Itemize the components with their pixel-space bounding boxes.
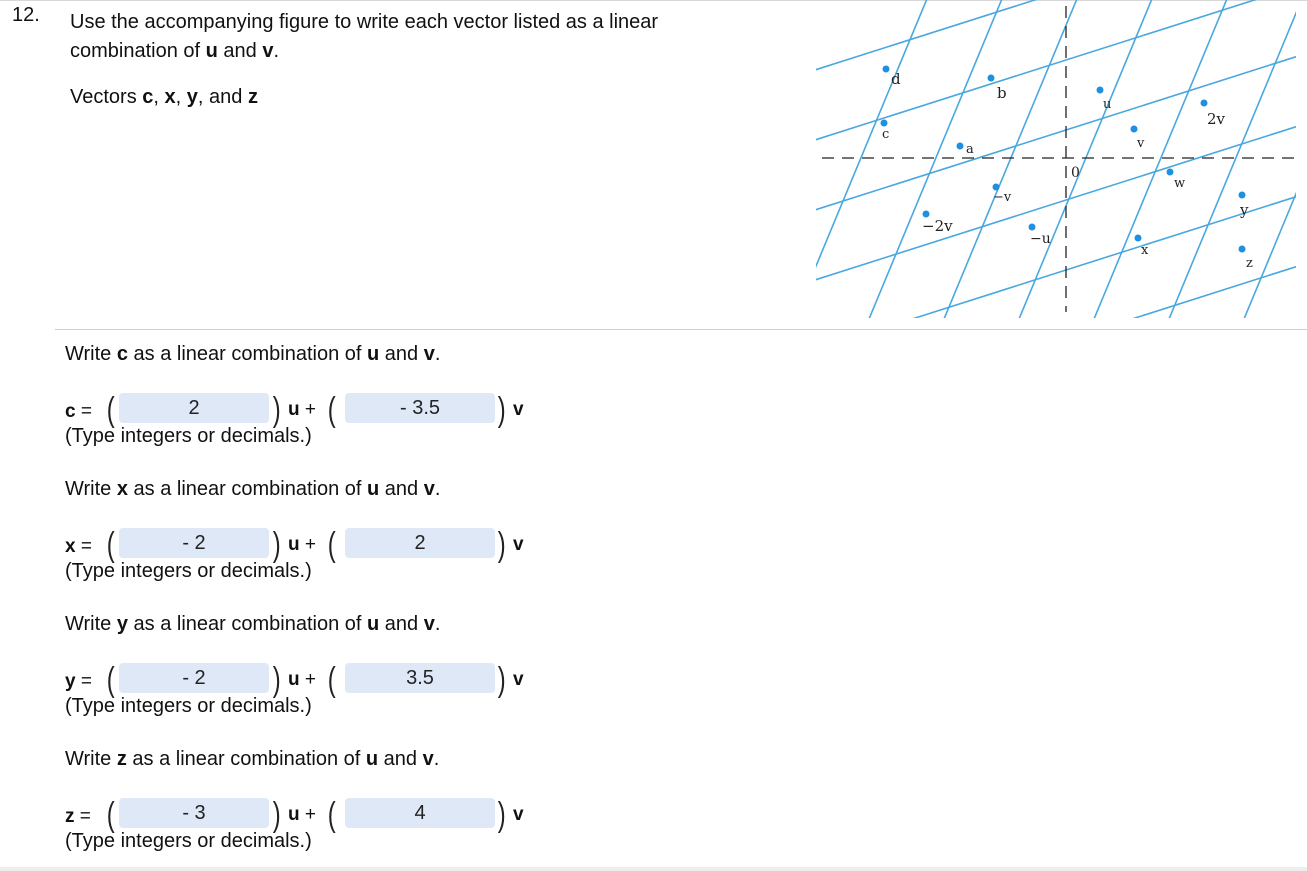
vectors-sep: , bbox=[153, 86, 165, 108]
equation-label bbox=[65, 671, 92, 693]
v-coefficient-input[interactable] bbox=[345, 798, 495, 828]
u-coefficient-input[interactable] bbox=[119, 528, 269, 558]
part-instruction bbox=[65, 748, 439, 771]
u-coefficient-input[interactable] bbox=[119, 798, 269, 828]
instr-text: Write bbox=[65, 748, 117, 770]
right-paren: ) bbox=[272, 391, 281, 429]
instr-text: . bbox=[434, 343, 441, 365]
vectors-prefix: Vectors bbox=[70, 86, 143, 108]
grid-lines bbox=[816, 0, 1296, 318]
grid-line-u bbox=[996, 0, 1246, 318]
point-a-dot bbox=[957, 143, 964, 150]
label-y: y bbox=[1240, 201, 1249, 219]
prompt-period: . bbox=[273, 40, 280, 62]
grid-line-v bbox=[816, 0, 1296, 76]
u-plus bbox=[288, 399, 316, 421]
type-hint: (Type integers or decimals.) bbox=[65, 695, 312, 717]
equation-row bbox=[65, 393, 585, 429]
grid-line-u bbox=[816, 0, 946, 318]
instr-v: v bbox=[423, 478, 435, 500]
vectors-x: x bbox=[164, 86, 176, 108]
vectors-z: z bbox=[247, 86, 258, 108]
instr-text: . bbox=[434, 613, 441, 635]
instr-text: and bbox=[379, 343, 424, 365]
point-x-dot bbox=[1135, 235, 1142, 242]
instr-text: Write bbox=[65, 343, 117, 365]
instr-u: u bbox=[367, 478, 380, 500]
point-neg-u-dot bbox=[1029, 224, 1036, 231]
label-b: b bbox=[997, 84, 1007, 102]
u-plus bbox=[288, 804, 316, 826]
eq-sign: = bbox=[74, 806, 91, 827]
right-paren: ) bbox=[497, 391, 506, 429]
part-c bbox=[65, 343, 765, 453]
label-c: c bbox=[882, 127, 890, 142]
instr-vector: x bbox=[116, 478, 128, 500]
instr-text: Write bbox=[65, 478, 117, 500]
equation-label bbox=[65, 401, 92, 423]
u-coefficient-input[interactable] bbox=[119, 393, 269, 423]
left-paren: ( bbox=[327, 796, 336, 834]
right-paren: ) bbox=[497, 661, 506, 699]
v-coefficient-input[interactable] bbox=[345, 393, 495, 423]
instr-u: u bbox=[367, 343, 380, 365]
plus-sign: + bbox=[299, 534, 316, 555]
left-paren: ( bbox=[327, 391, 336, 429]
instr-vector: y bbox=[116, 613, 128, 635]
point-z-dot bbox=[1239, 246, 1246, 253]
plus-sign: + bbox=[299, 399, 316, 420]
instr-text: as a linear combination of bbox=[127, 343, 368, 365]
vectors-c: c bbox=[142, 86, 154, 108]
equation-row bbox=[65, 528, 585, 564]
instr-v: v bbox=[422, 748, 434, 770]
instr-text: . bbox=[433, 748, 440, 770]
vector-grid-figure bbox=[816, 0, 1296, 318]
label-a: a bbox=[966, 142, 974, 157]
left-paren: ( bbox=[106, 661, 115, 699]
right-paren: ) bbox=[272, 661, 281, 699]
eq-vector: x bbox=[65, 536, 76, 557]
v-coefficient-input[interactable] bbox=[345, 663, 495, 693]
eq-vector: c bbox=[65, 401, 76, 422]
u-symbol: u bbox=[288, 534, 300, 555]
left-paren: ( bbox=[106, 796, 115, 834]
v-symbol: v bbox=[513, 669, 524, 690]
instr-text: and bbox=[378, 748, 423, 770]
instr-u: u bbox=[365, 748, 379, 770]
point-c-dot bbox=[881, 120, 888, 127]
instr-v: v bbox=[423, 613, 435, 635]
point-u-dot bbox=[1097, 87, 1104, 94]
bottom-scroll-track bbox=[0, 867, 1307, 871]
part-instruction bbox=[65, 478, 440, 501]
instr-text: and bbox=[379, 613, 424, 635]
left-paren: ( bbox=[327, 526, 336, 564]
u-symbol: u bbox=[288, 399, 300, 420]
label-w: w bbox=[1174, 176, 1186, 191]
vectors-list bbox=[70, 86, 258, 109]
plus-sign: + bbox=[299, 669, 316, 690]
part-z bbox=[65, 748, 765, 858]
label-d: d bbox=[891, 70, 901, 88]
part-x bbox=[65, 478, 765, 588]
grid-line-u bbox=[921, 0, 1171, 318]
prompt-v: v bbox=[262, 40, 274, 62]
equation-row bbox=[65, 663, 585, 699]
instr-text: as a linear combination of bbox=[126, 748, 366, 770]
label-neg-2v: −2v bbox=[922, 217, 953, 235]
u-plus bbox=[288, 534, 316, 556]
point-2v-dot bbox=[1201, 100, 1208, 107]
instr-text: . bbox=[434, 478, 441, 500]
prompt-u: u bbox=[205, 40, 218, 62]
v-symbol: v bbox=[513, 399, 524, 420]
instr-u: u bbox=[367, 613, 380, 635]
equation-label bbox=[65, 806, 91, 828]
v-symbol: v bbox=[513, 804, 524, 825]
vectors-y: y bbox=[186, 86, 198, 108]
u-symbol: u bbox=[288, 804, 300, 825]
eq-vector: y bbox=[65, 671, 76, 692]
right-paren: ) bbox=[497, 796, 506, 834]
instr-text: and bbox=[379, 478, 424, 500]
prompt-text: Use the accompanying figure to write each vector listed as a linear combination of bbox=[70, 11, 659, 62]
part-instruction bbox=[65, 343, 440, 366]
left-paren: ( bbox=[106, 526, 115, 564]
left-paren: ( bbox=[327, 661, 336, 699]
eq-sign: = bbox=[75, 671, 92, 692]
grid-line-v bbox=[816, 254, 1296, 318]
part-instruction bbox=[65, 613, 440, 636]
point-w-dot bbox=[1167, 169, 1174, 176]
instr-vector: z bbox=[116, 748, 127, 770]
point-b-dot bbox=[988, 75, 995, 82]
eq-vector: z bbox=[65, 806, 75, 827]
eq-sign: = bbox=[75, 401, 92, 422]
label-neg-v: −v bbox=[993, 190, 1012, 205]
question-prompt bbox=[70, 8, 770, 66]
equation-row bbox=[65, 798, 585, 834]
eq-sign: = bbox=[75, 536, 92, 557]
right-paren: ) bbox=[272, 796, 281, 834]
instr-v: v bbox=[423, 343, 435, 365]
instr-text: as a linear combination of bbox=[127, 613, 368, 635]
plus-sign: + bbox=[299, 804, 316, 825]
vectors-sep: , and bbox=[197, 86, 248, 108]
label-x: x bbox=[1141, 243, 1149, 258]
u-symbol: u bbox=[288, 669, 300, 690]
instr-text: Write bbox=[65, 613, 117, 635]
right-paren: ) bbox=[272, 526, 281, 564]
part-y bbox=[65, 613, 765, 723]
type-hint: (Type integers or decimals.) bbox=[65, 560, 312, 582]
label-v: v bbox=[1137, 136, 1145, 151]
v-coefficient-input[interactable] bbox=[345, 528, 495, 558]
label-zero: 0 bbox=[1071, 165, 1080, 181]
type-hint: (Type integers or decimals.) bbox=[65, 425, 312, 447]
type-hint: (Type integers or decimals.) bbox=[65, 830, 312, 852]
right-paren: ) bbox=[497, 526, 506, 564]
left-paren: ( bbox=[106, 391, 115, 429]
point-v-dot bbox=[1131, 126, 1138, 133]
equation-label bbox=[65, 536, 92, 558]
question-number: 12. bbox=[12, 4, 40, 26]
point-d-dot bbox=[883, 66, 890, 73]
label-z: z bbox=[1246, 256, 1253, 271]
point-y-dot bbox=[1239, 192, 1246, 199]
u-coefficient-input[interactable] bbox=[119, 663, 269, 693]
instr-text: as a linear combination of bbox=[127, 478, 368, 500]
section-divider bbox=[55, 329, 1307, 330]
label-neg-u: −u bbox=[1030, 231, 1051, 247]
label-2v: 2v bbox=[1207, 110, 1226, 128]
u-plus bbox=[288, 669, 316, 691]
v-symbol: v bbox=[513, 534, 524, 555]
vectors-sep: , bbox=[175, 86, 187, 108]
grid-line-v bbox=[816, 184, 1296, 318]
grid-line-u bbox=[1146, 0, 1296, 318]
prompt-and: and bbox=[217, 40, 263, 62]
label-u: u bbox=[1103, 97, 1112, 112]
instr-vector: c bbox=[116, 343, 128, 365]
